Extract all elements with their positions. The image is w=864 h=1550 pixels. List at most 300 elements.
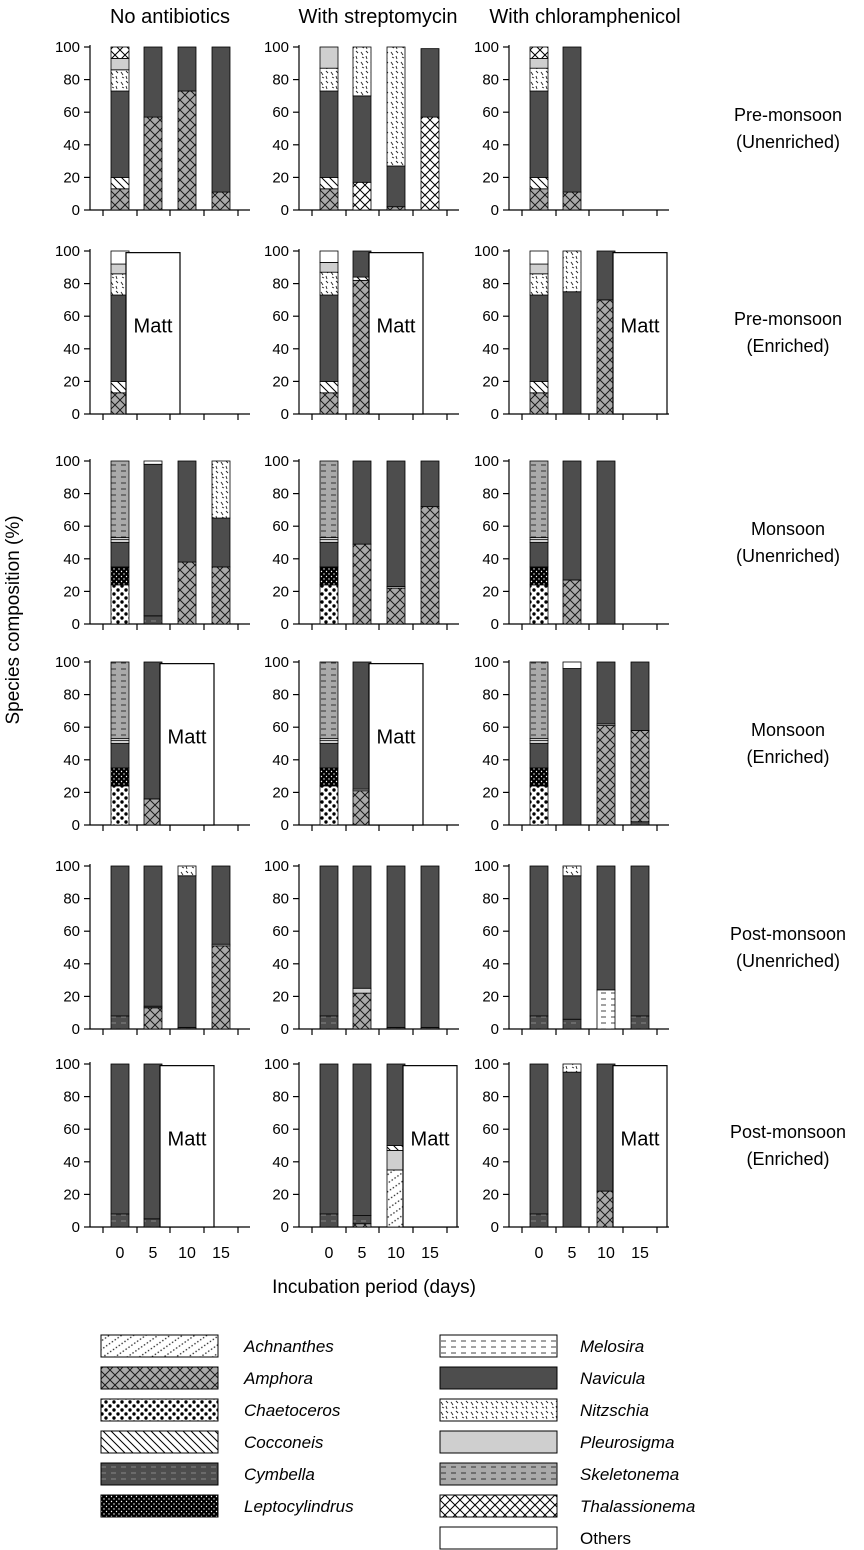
- bar-stack: [353, 47, 371, 210]
- y-tick-label: 40: [63, 340, 80, 358]
- bar-segment-amp: [353, 993, 371, 1029]
- bar-segment-cym: [144, 616, 162, 624]
- bar-segment-oth: [320, 251, 338, 262]
- y-tick-label: 20: [63, 988, 80, 1006]
- y-tick-label: 0: [71, 1219, 80, 1236]
- y-tick-label: 40: [482, 340, 499, 358]
- bar-segment-nav: [320, 866, 338, 1016]
- x-tick-label: 5: [148, 1245, 158, 1262]
- bar-segment-nav: [178, 47, 196, 91]
- bar-segment-cym: [631, 1016, 649, 1029]
- y-tick-label: 20: [482, 988, 499, 1006]
- bar-segment-ske: [111, 461, 129, 538]
- legend: [101, 1335, 695, 1549]
- y-tick-label: 60: [63, 308, 80, 326]
- panel: [474, 654, 669, 834]
- bar-segment-cym: [320, 1214, 338, 1227]
- legend-swatch-coc: [101, 1431, 218, 1453]
- y-tick-label: 20: [272, 169, 289, 187]
- bar-segment-nav: [597, 251, 615, 300]
- bar-stack: [530, 461, 548, 624]
- y-tick-label: 60: [482, 923, 499, 941]
- bar-stack: [387, 866, 405, 1029]
- y-tick-label: 60: [272, 923, 289, 941]
- bar-segment-nit: [111, 70, 129, 91]
- legend-label: Navicula: [580, 1369, 646, 1388]
- bar-segment-nav: [597, 662, 615, 724]
- legend-swatch-ple: [440, 1431, 557, 1453]
- y-tick-label: 80: [63, 71, 80, 89]
- bar-stack: [387, 1064, 405, 1227]
- bar-segment-coc: [353, 277, 371, 280]
- row-subtitle: (Enriched): [746, 747, 830, 768]
- y-tick-label: 40: [63, 955, 80, 973]
- y-tick-label: 0: [71, 202, 80, 219]
- bar-segment-nav: [320, 295, 338, 381]
- y-tick-label: 0: [71, 1021, 80, 1038]
- bar-segment-nav: [421, 866, 439, 1027]
- bar-segment-ske: [320, 461, 338, 538]
- y-tick-label: 100: [473, 453, 499, 470]
- bar-stack: [353, 866, 371, 1029]
- y-tick-label: 0: [280, 406, 289, 423]
- bar-segment-nav: [320, 744, 338, 768]
- y-tick-label: 100: [263, 39, 289, 56]
- y-tick-label: 80: [63, 890, 80, 908]
- bar-stack: [144, 47, 162, 210]
- matt-label: Matt: [410, 1128, 450, 1151]
- bar-segment-cym: [111, 1214, 129, 1227]
- bar-segment-amp: [212, 946, 230, 1029]
- y-tick-label: 60: [63, 104, 80, 122]
- x-axis-title: Incubation period (days): [272, 1277, 476, 1298]
- panel: [55, 243, 250, 423]
- bar-stack: [530, 662, 548, 825]
- y-tick-label: 20: [272, 1186, 289, 1204]
- bar-segment-amp: [212, 192, 230, 210]
- bar-stack: [421, 49, 439, 210]
- y-tick-label: 80: [482, 686, 499, 704]
- y-tick-label: 60: [272, 1121, 289, 1139]
- y-tick-label: 40: [272, 340, 289, 358]
- bar-segment-nav: [111, 866, 129, 1016]
- panel: [474, 243, 669, 423]
- bar-stack: [631, 662, 649, 825]
- bar-segment-nav: [631, 866, 649, 1016]
- bar-segment-amp: [353, 791, 371, 825]
- bar-segment-ple: [530, 740, 548, 743]
- bar-stack: [320, 47, 338, 210]
- y-tick-label: 80: [482, 890, 499, 908]
- bar-segment-nav: [111, 744, 129, 768]
- y-tick-label: 80: [63, 1088, 80, 1106]
- legend-swatch-tha: [440, 1495, 557, 1517]
- row-title: Post-monsoon: [729, 924, 847, 945]
- bar-segment-cym: [144, 1219, 162, 1227]
- bar-segment-lep: [111, 768, 129, 786]
- panel: [264, 654, 459, 834]
- y-tick-label: 0: [71, 817, 80, 834]
- matt-label: Matt: [620, 315, 660, 338]
- y-tick-label: 40: [63, 550, 80, 568]
- matt-label: Matt: [167, 1128, 207, 1151]
- y-tick-label: 0: [490, 817, 499, 834]
- y-tick-label: 60: [63, 719, 80, 737]
- y-tick-label: 20: [482, 373, 499, 391]
- bar-segment-ple: [111, 740, 129, 743]
- bar-segment-nit: [320, 272, 338, 295]
- bar-stack: [597, 251, 615, 414]
- legend-swatch-cym: [101, 1463, 218, 1485]
- bar-segment-nav: [111, 1064, 129, 1214]
- bar-stack: [421, 866, 439, 1029]
- x-tick-label: 0: [115, 1245, 125, 1262]
- bar-segment-amp: [563, 580, 581, 624]
- bar-segment-nav: [421, 461, 439, 507]
- y-tick-label: 80: [63, 485, 80, 503]
- y-tick-label: 100: [473, 858, 499, 875]
- matt-label: Matt: [167, 726, 207, 749]
- bar-segment-amp: [353, 280, 371, 414]
- bar-segment-ple: [387, 1150, 405, 1170]
- bar-segment-coc: [530, 381, 548, 392]
- bar-segment-amp: [353, 544, 371, 624]
- bar-segment-cha: [320, 786, 338, 825]
- y-tick-label: 0: [490, 1219, 499, 1236]
- panel: [474, 39, 669, 219]
- y-tick-label: 60: [63, 1121, 80, 1139]
- bar-stack: [212, 461, 230, 624]
- bar-segment-nit: [563, 251, 581, 292]
- bar-segment-nav: [631, 662, 649, 730]
- legend-label: Melosira: [580, 1337, 645, 1356]
- bar-segment-nav: [530, 295, 548, 381]
- y-tick-label: 60: [272, 308, 289, 326]
- y-tick-label: 100: [263, 1056, 289, 1073]
- y-tick-label: 60: [63, 923, 80, 941]
- bar-segment-coc: [530, 177, 548, 188]
- y-tick-label: 40: [482, 751, 499, 769]
- bar-stack: [320, 251, 338, 414]
- y-tick-label: 80: [272, 275, 289, 293]
- bar-segment-amp: [353, 1224, 371, 1227]
- y-tick-label: 80: [482, 485, 499, 503]
- y-tick-label: 100: [263, 453, 289, 470]
- bar-stack: [387, 461, 405, 624]
- bar-segment-coc: [320, 177, 338, 188]
- y-tick-label: 0: [490, 202, 499, 219]
- y-tick-label: 0: [71, 616, 80, 633]
- bar-stack: [530, 866, 548, 1029]
- bar-segment-ple: [111, 58, 129, 69]
- bar-segment-coc: [320, 381, 338, 392]
- legend-label: Skeletonema: [580, 1465, 680, 1484]
- y-tick-label: 40: [272, 1153, 289, 1171]
- y-tick-label: 100: [54, 1056, 80, 1073]
- y-tick-label: 0: [280, 1219, 289, 1236]
- bar-stack: [563, 1064, 581, 1227]
- y-tick-label: 60: [482, 1121, 499, 1139]
- y-tick-label: 40: [272, 955, 289, 973]
- y-tick-label: 0: [280, 616, 289, 633]
- row-subtitle: (Enriched): [746, 336, 830, 357]
- y-tick-label: 40: [272, 550, 289, 568]
- y-tick-label: 20: [63, 784, 80, 802]
- bar-stack: [144, 866, 162, 1029]
- bar-segment-nav: [111, 543, 129, 567]
- bar-stack: [144, 1064, 162, 1227]
- x-tick-label: 0: [324, 1245, 334, 1262]
- bar-segment-nav: [387, 166, 405, 207]
- x-tick-label: 5: [567, 1245, 577, 1262]
- bar-segment-nit: [320, 68, 338, 91]
- y-tick-label: 20: [63, 1186, 80, 1204]
- bar-segment-cym: [353, 1216, 371, 1224]
- bar-stack: [563, 47, 581, 210]
- y-tick-label: 20: [63, 373, 80, 391]
- y-tick-label: 60: [482, 104, 499, 122]
- bar-stack: [387, 47, 405, 210]
- legend-label: Thalassionema: [580, 1497, 696, 1516]
- bar-segment-nav: [387, 1064, 405, 1146]
- bar-segment-nav: [563, 669, 581, 825]
- y-tick-label: 0: [280, 817, 289, 834]
- bar-stack: [631, 866, 649, 1029]
- bar-segment-nit: [563, 1064, 581, 1072]
- y-tick-label: 40: [482, 1153, 499, 1171]
- bar-segment-amp: [563, 192, 581, 210]
- y-tick-label: 100: [54, 858, 80, 875]
- bar-segment-amp: [111, 189, 129, 210]
- y-tick-label: 40: [482, 955, 499, 973]
- y-tick-label: 20: [482, 1186, 499, 1204]
- bar-segment-cha: [111, 585, 129, 624]
- bar-stack: [421, 461, 439, 624]
- bar-segment-nav: [563, 292, 581, 414]
- bar-segment-ske: [530, 461, 548, 538]
- bar-stack: [563, 461, 581, 624]
- bar-segment-nit: [530, 68, 548, 91]
- y-tick-label: 80: [272, 71, 289, 89]
- bar-stack: [353, 1064, 371, 1227]
- row-title: Monsoon: [750, 720, 826, 741]
- y-tick-label: 20: [63, 169, 80, 187]
- legend-swatch-oth: [440, 1527, 557, 1549]
- bar-segment-ach: [387, 1170, 405, 1227]
- bar-segment-nav: [387, 866, 405, 1027]
- bar-stack: [320, 461, 338, 624]
- bar-stack: [530, 1064, 548, 1227]
- bar-segment-nav: [353, 662, 371, 789]
- bar-segment-amp: [421, 507, 439, 624]
- bar-segment-nav: [353, 866, 371, 988]
- bar-segment-nit: [178, 866, 196, 876]
- row-subtitle: (Enriched): [746, 1149, 830, 1170]
- x-tick-label: 10: [387, 1245, 405, 1262]
- bar-segment-nav: [563, 1072, 581, 1227]
- bar-segment-nav: [144, 662, 162, 799]
- bar-segment-amp: [320, 189, 338, 210]
- bar-segment-nav: [597, 461, 615, 624]
- legend-label: Achnanthes: [244, 1337, 334, 1356]
- bar-segment-amp: [212, 567, 230, 624]
- y-tick-label: 80: [63, 686, 80, 704]
- bar-segment-amp: [597, 726, 615, 825]
- y-tick-label: 20: [482, 169, 499, 187]
- y-tick-label: 0: [71, 406, 80, 423]
- legend-label: Pleurosigma: [580, 1433, 675, 1452]
- y-tick-label: 100: [54, 39, 80, 56]
- bar-stack: [111, 866, 129, 1029]
- y-tick-label: 0: [490, 406, 499, 423]
- bar-segment-amp: [597, 1191, 615, 1227]
- y-axis-title: Species composition (%): [3, 515, 24, 725]
- y-tick-label: 40: [63, 1153, 80, 1171]
- legend-label: Cocconeis: [244, 1433, 324, 1452]
- bar-segment-amp: [387, 207, 405, 210]
- bar-segment-amp: [597, 300, 615, 414]
- y-tick-label: 40: [482, 136, 499, 154]
- matt-label: Matt: [376, 726, 416, 749]
- y-tick-label: 60: [482, 308, 499, 326]
- panel: [264, 1056, 459, 1262]
- row-title: Post-monsoon: [729, 1122, 847, 1143]
- column-title: With chloramphenicol: [489, 6, 681, 28]
- y-tick-label: 20: [272, 784, 289, 802]
- y-tick-label: 0: [490, 616, 499, 633]
- bar-stack: [144, 662, 162, 825]
- bar-segment-ple: [320, 262, 338, 272]
- bar-segment-amp: [144, 1008, 162, 1029]
- bar-segment-nav: [353, 461, 371, 544]
- y-tick-label: 80: [63, 275, 80, 293]
- bar-segment-amp: [387, 588, 405, 624]
- bar-segment-lep: [530, 567, 548, 585]
- bar-segment-nav: [212, 866, 230, 944]
- panel: [55, 39, 250, 219]
- bar-segment-nav: [530, 866, 548, 1016]
- bar-stack: [212, 47, 230, 210]
- bar-stack: [530, 251, 548, 414]
- bar-segment-nav: [320, 1064, 338, 1214]
- bar-segment-mel: [597, 990, 615, 1029]
- bar-segment-amp: [144, 799, 162, 825]
- bar-segment-ple: [320, 47, 338, 68]
- bar-stack: [353, 251, 371, 414]
- bar-stack: [111, 1064, 129, 1227]
- bar-stack: [111, 47, 129, 210]
- row-subtitle: (Unenriched): [735, 546, 841, 567]
- y-tick-label: 20: [482, 583, 499, 601]
- bar-segment-nit: [530, 274, 548, 295]
- y-tick-label: 60: [272, 104, 289, 122]
- y-tick-label: 80: [482, 1088, 499, 1106]
- bar-segment-cym: [563, 1019, 581, 1029]
- bar-segment-oth: [530, 251, 548, 264]
- bar-stack: [563, 251, 581, 414]
- y-tick-label: 20: [482, 784, 499, 802]
- bar-stack: [320, 662, 338, 825]
- bar-segment-amp: [178, 91, 196, 210]
- bar-stack: [320, 866, 338, 1029]
- panel: [264, 243, 459, 423]
- bar-segment-cym: [320, 1016, 338, 1029]
- row-subtitle: (Unenriched): [735, 951, 841, 972]
- bar-stack: [212, 866, 230, 1029]
- bar-segment-ple: [320, 740, 338, 743]
- bar-segment-lep: [320, 768, 338, 786]
- y-tick-label: 100: [473, 243, 499, 260]
- bar-segment-cha: [530, 786, 548, 825]
- y-tick-label: 40: [63, 136, 80, 154]
- bar-segment-nav: [530, 91, 548, 177]
- y-tick-label: 40: [63, 751, 80, 769]
- bar-segment-ple: [530, 58, 548, 68]
- bar-stack: [597, 662, 615, 825]
- y-tick-label: 40: [482, 550, 499, 568]
- bar-stack: [111, 461, 129, 624]
- legend-swatch-lep: [101, 1495, 218, 1517]
- y-tick-label: 20: [272, 373, 289, 391]
- legend-swatch-nit: [440, 1399, 557, 1421]
- bar-stack: [178, 461, 196, 624]
- legend-swatch-cha: [101, 1399, 218, 1421]
- bar-segment-nav: [320, 543, 338, 567]
- row-subtitle: (Unenriched): [735, 132, 841, 153]
- y-tick-label: 20: [272, 583, 289, 601]
- y-tick-label: 80: [272, 890, 289, 908]
- bar-segment-nav: [144, 866, 162, 1006]
- bar-segment-ple: [530, 539, 548, 542]
- x-tick-label: 15: [631, 1245, 649, 1262]
- bar-segment-ple: [353, 988, 371, 993]
- bar-stack: [144, 461, 162, 624]
- bar-segment-tha: [353, 182, 371, 210]
- bar-segment-ske: [320, 662, 338, 739]
- bar-segment-amp: [530, 393, 548, 414]
- y-tick-label: 40: [272, 751, 289, 769]
- bar-segment-cha: [530, 585, 548, 624]
- bar-segment-nav: [597, 1064, 615, 1191]
- bar-segment-amp: [178, 562, 196, 624]
- y-tick-label: 60: [272, 518, 289, 536]
- x-tick-label: 15: [421, 1245, 439, 1262]
- y-tick-label: 60: [63, 518, 80, 536]
- legend-label: Nitzschia: [580, 1401, 649, 1420]
- bar-stack: [111, 662, 129, 825]
- y-tick-label: 100: [473, 1056, 499, 1073]
- bar-segment-nav: [530, 1064, 548, 1214]
- bar-segment-nav: [212, 518, 230, 567]
- legend-swatch-nav: [440, 1367, 557, 1389]
- bar-segment-nav: [563, 461, 581, 580]
- bar-segment-tha: [530, 47, 548, 58]
- bar-stack: [530, 47, 548, 210]
- y-tick-label: 80: [482, 275, 499, 293]
- bar-segment-cha: [320, 585, 338, 624]
- y-tick-label: 100: [54, 453, 80, 470]
- panel: [264, 39, 459, 219]
- bar-segment-nit: [212, 461, 230, 518]
- legend-label: Chaetoceros: [244, 1401, 341, 1420]
- bar-segment-cym: [530, 1016, 548, 1029]
- bar-stack: [563, 662, 581, 825]
- row-title: Pre-monsoon: [733, 105, 843, 126]
- bar-stack: [353, 662, 371, 825]
- y-tick-label: 80: [272, 1088, 289, 1106]
- bar-segment-nav: [530, 543, 548, 567]
- y-tick-label: 80: [272, 686, 289, 704]
